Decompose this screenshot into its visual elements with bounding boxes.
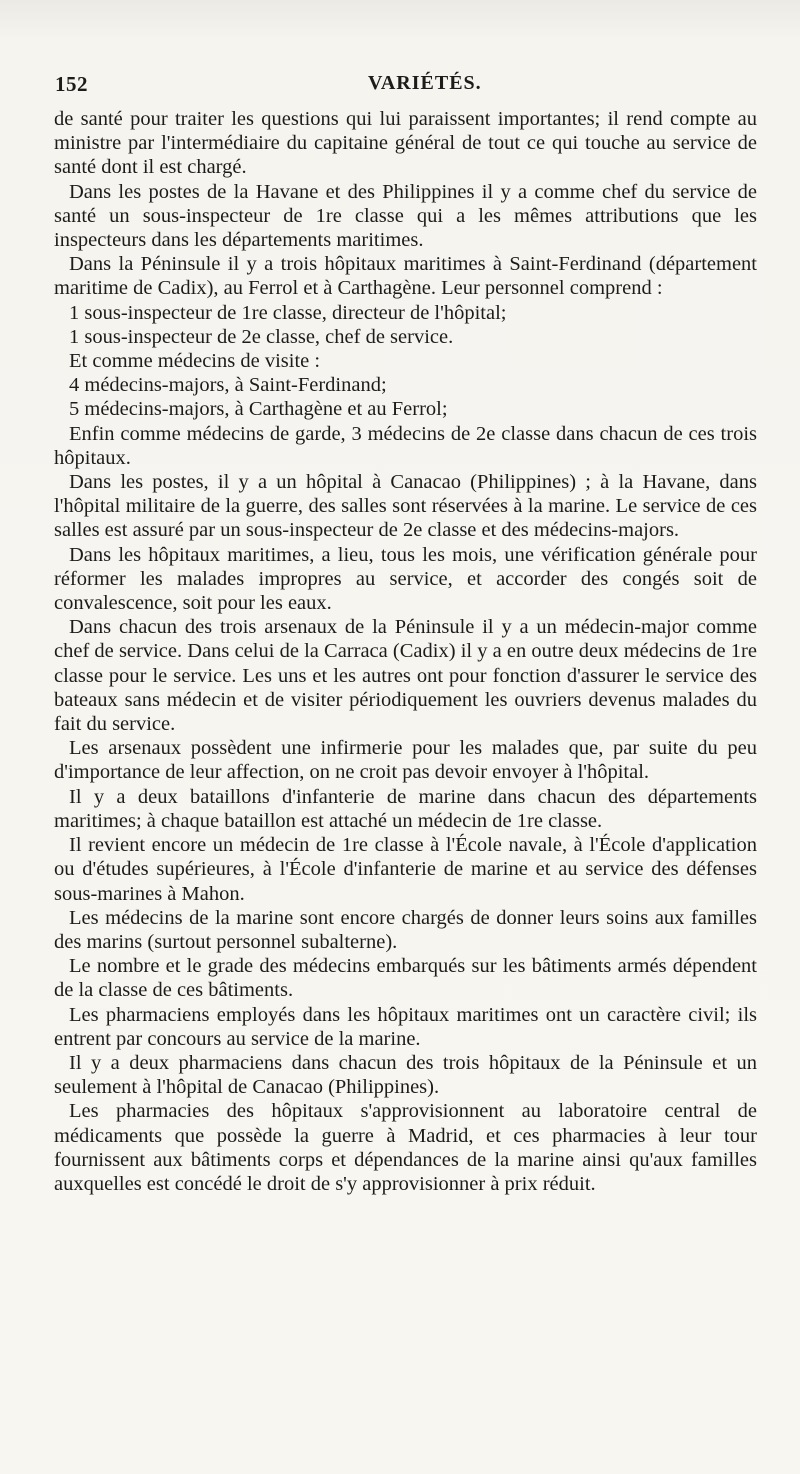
list-item: 1 sous-inspecteur de 1re classe, directeur de l'hôpital; bbox=[69, 301, 507, 324]
paragraph: de santé pour traiter les questions qui lui paraissent importantes; il rend compte au ministre par l'intermédiaire du capitaine général de tout ce qui touche au service de santé dont il est chargé. bbox=[54, 108, 757, 179]
page-number: 152 bbox=[55, 72, 88, 96]
paragraph: Les pharmacies des hôpitaux s'approvisionnent au laboratoire central de médicaments que possède la guerre à Madrid, et ces pharmacies à leur tour fournissent aux bâtiments corps et dépendances de la marine ainsi qu'aux familles auxquelles est concédé le droit de s'y approvisionner à prix réduit. bbox=[54, 1100, 757, 1195]
paragraph: Les médecins de la marine sont encore chargés de donner leurs soins aux familles des marins (surtout personnel subalterne). bbox=[54, 906, 757, 953]
paragraph: Les pharmaciens employés dans les hôpitaux maritimes ont un caractère civil; ils entrent par concours au service de la marine. bbox=[54, 1003, 757, 1050]
list-item: 4 médecins-majors, à Saint-Ferdinand; bbox=[69, 374, 387, 397]
paragraph: Enfin comme médecins de garde, 3 médecins de 2e classe dans chacun de ces trois hôpitaux. bbox=[54, 422, 757, 469]
paragraph: Il y a deux bataillons d'infanterie de marine dans chacun des départements maritimes; à chaque bataillon est attaché un médecin de 1re classe. bbox=[54, 785, 757, 832]
list-item: 1 sous-inspecteur de 2e classe, chef de service. bbox=[69, 325, 454, 348]
paragraph: Et comme médecins de visite : bbox=[69, 350, 321, 373]
paragraph: Dans les hôpitaux maritimes, a lieu, tous les mois, une vérification générale pour réformer les malades impropres au service, et accorder des congés soit de convalescence, soit pour les eaux. bbox=[54, 543, 757, 615]
paragraph: Dans chacun des trois arsenaux de la Péninsule il y a un médecin-major comme chef de service. Dans celui de la Carraca (Cadix) il y a en outre deux médecins de 1re classe pour le service. Les uns et les autres ont pour fonction d'assurer le service des bateaux sans médecin et de visiter périodiquement les ouvriers devenus malades du fait du service. bbox=[54, 616, 757, 736]
paragraph: Dans la Péninsule il y a trois hôpitaux maritimes à Saint-Ferdinand (département maritime de Cadix), au Ferrol et à Carthagène. Leur personnel comprend : bbox=[54, 253, 757, 300]
body-text bbox=[54, 107, 757, 1196]
paragraph: Les arsenaux possèdent une infirmerie pour les malades que, par suite du peu d'importance de leur affection, on ne croit pas devoir envoyer à l'hôpital. bbox=[54, 737, 757, 784]
running-title: VARIÉTÉS. bbox=[368, 72, 482, 94]
page-header bbox=[55, 72, 755, 100]
list-item: 5 médecins-majors, à Carthagène et au Ferrol; bbox=[69, 398, 448, 421]
paragraph: Il y a deux pharmaciens dans chacun des trois hôpitaux de la Péninsule et un seulement à l'hôpital de Canacao (Philippines). bbox=[54, 1051, 757, 1099]
paragraph: Dans les postes, il y a un hôpital à Canacao (Philippines) ; à la Havane, dans l'hôpital militaire de la guerre, des salles sont réservées à la marine. Le service de ces salles est assuré par un sous-inspecteur de 2e classe et des médecins-majors. bbox=[54, 471, 757, 542]
paragraph: Il revient encore un médecin de 1re classe à l'École navale, à l'École d'application ou d'études supérieures, à l'École d'infanterie de marine et au service des défenses sous-marines à Mahon. bbox=[54, 834, 757, 905]
paragraph: Dans les postes de la Havane et des Philippines il y a comme chef du service de santé un sous-inspecteur de 1re classe qui a les mêmes attributions que les inspecteurs dans les départements maritimes. bbox=[54, 180, 757, 252]
paragraph: Le nombre et le grade des médecins embarqués sur les bâtiments armés dépendent de la classe de ces bâtiments. bbox=[54, 955, 757, 1002]
